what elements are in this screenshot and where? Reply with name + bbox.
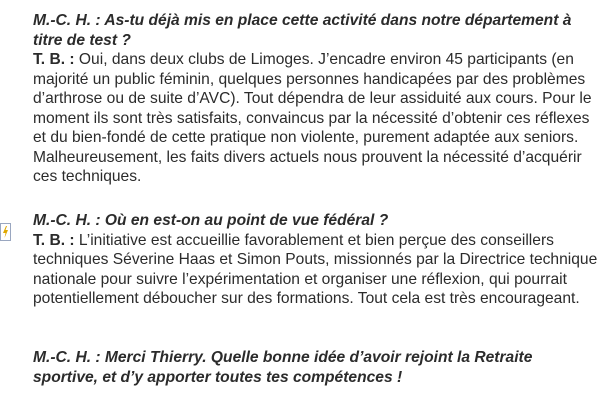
answer-2: [33, 231, 598, 309]
answer-1-speaker: T. B. :: [33, 51, 75, 68]
interview-block-1: [33, 11, 598, 187]
anchor-icon[interactable]: [0, 223, 11, 241]
interview-block-2: [33, 211, 598, 309]
interview-block-3: [33, 348, 598, 387]
answer-1: [33, 50, 598, 187]
question-1: M.-C. H. : As-tu déjà mis en place cette activité dans notre département à titre de test ?: [33, 12, 572, 49]
question-2: M.-C. H. : Où en est-on au point de vue fédéral ?: [33, 212, 389, 229]
answer-2-text: L’initiative est accueillie favorablement et bien perçue des conseillers techniques Séverine Haas et Simon Pouts, missionnés par la Directrice technique nationale pour suivre l’expérimentation et organiser une réflexion, qui pourrait potentiellement déboucher sur des formations. Tout cela est très encourageant.: [33, 231, 598, 307]
answer-1-text: Oui, dans deux clubs de Limoges. J’encadre environ 45 participants (en majorité un public féminin, quelques personnes handicapées par des problèmes d’arthrose ou de suite d’AVC). Tout dépendra de leur assiduité aux cours. Pour le moment ils sont très satisfaits, convaincus par la nécessité d’obtenir ces réflexes et du bien-fondé de cette pratique non violente, purement adaptée aux seniors. Malheureusement, les faits divers actuels nous prouvent la nécessité d’acquérir ces techniques.: [33, 51, 592, 185]
answer-2-speaker: T. B. :: [33, 231, 75, 249]
question-3: M.-C. H. : Merci Thierry. Quelle bonne idée d’avoir rejoint la Retraite sportive, et d’y apporter toutes tes compétences !: [33, 349, 533, 386]
